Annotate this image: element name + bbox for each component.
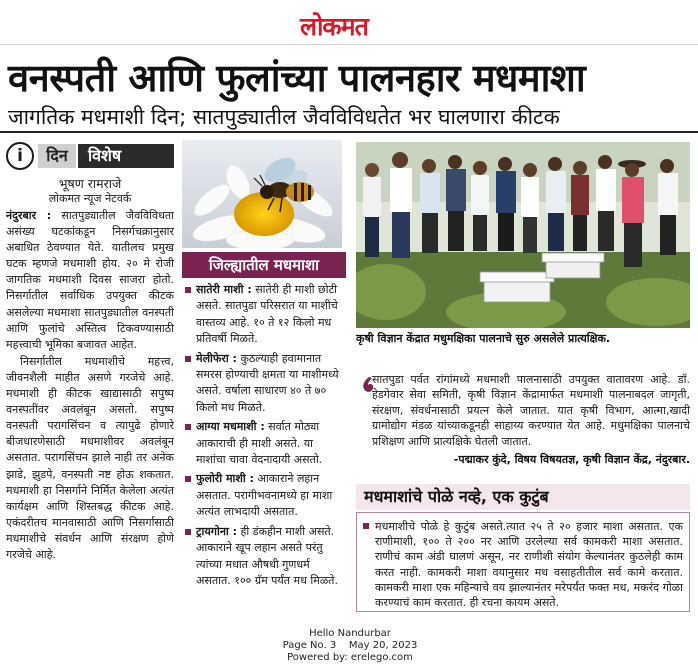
- bee-type-text: आकाराने लहान असतात. परागीभवनामध्ये हा माशा अत्यंत लाभदायी असतात.: [196, 472, 333, 519]
- footer-date: May 20, 2023: [348, 640, 418, 651]
- badge-special-label: विशेष: [78, 144, 174, 168]
- bee-type-text: ही डंकहीन माशी असते. आकाराने खूप लहान असते परंतु त्यांच्या मधात औषधी गुणधर्म असतात. १०० ग्रॅम पर्यंत मध मिळते.: [196, 524, 338, 587]
- article-paragraph-2: निसर्गातील मधमाशीचे महत्त्व, जीवनशैली माहीत असणे गरजेचे आहे. मधमाशी ही कीटक खाद्यासाठी सपुष्प वनस्पतींवर अवलंबून असतो. सपुष्प वनस्पती परागसिंचन व त्यापुढे होणारे बीजधारणेसाठी मधमाशीवर अवलंबून असतात. परागसिंचन झाले नाही तर अनेक झाडे, झुडपे, वनस्पती नष्ट होऊ शकतात. मधमाशी हा निसर्गाने निर्मित केलेला अत्यंत कार्यक्षम आणि शिस्तबद्ध कीटक आहे. एकंदरीतच मानवासाठी आणि निसर्गासाठी मधमाशीचे संवर्धन आणि संरक्षण होणे गरजेचे आहे.: [6, 354, 174, 561]
- bullet-square-icon: [185, 424, 191, 430]
- footer-powered: Powered by: erelego.com: [287, 652, 413, 663]
- photo-caption: कृषी विज्ञान केंद्रात मधुमक्षिका पालनाचे सुरु असलेले प्रात्यक्षिक.: [356, 332, 611, 345]
- box-title: मधमाशांचे पोळे नव्हे, एक कुटुंब: [356, 484, 690, 510]
- list-item: [184, 524, 346, 590]
- bee-type-name: ट्रायगोना :: [196, 524, 237, 538]
- bee-type-name: फुलोरी माशी :: [196, 472, 254, 486]
- bee-on-flower-illustration: [182, 140, 342, 248]
- list-item: [184, 282, 346, 348]
- list-item: [184, 471, 346, 520]
- bullet-square-icon: [185, 356, 191, 362]
- bullet-square-icon: [185, 529, 191, 535]
- dateline: नंदुरबार :: [6, 209, 52, 222]
- page-footer: [200, 628, 500, 664]
- masthead: [0, 0, 698, 46]
- bee-type-name: सातेरी माशी :: [196, 283, 252, 296]
- sidebar-title: जिल्ह्यातील मधमाशा: [182, 252, 346, 278]
- bullet-square-icon: [363, 523, 369, 529]
- article-paragraph: [6, 208, 174, 353]
- bee-type-text: कुठल्याही हवामानात समरस होण्याची क्षमता या माशीमध्ये असते. वर्षाला साधारण ४० ते ७० किलो मध मिळते.: [196, 351, 339, 414]
- badge-day-label: दिन: [38, 144, 76, 168]
- list-item: [184, 419, 346, 468]
- bee-type-text: सातेरी ही माशी छोटी असते. सातपुडा परिसरात या माशीचे वास्तव्य आहे. १० ते १२ किलो मध प्रतिवर्षी मिळते.: [196, 283, 338, 346]
- byline-agency: लोकमत न्यूज नेटवर्क: [48, 192, 132, 205]
- quote-author: -पद्माकर कुंदे, विषय विषयतज्ञ, कृषी विज्ञान केंद्र, नंदुरबार.: [453, 453, 690, 466]
- bee-type-name: आग्या मधमाशी :: [196, 420, 265, 434]
- footer-page-date: [200, 640, 500, 652]
- footer-page: Page No. 3: [282, 640, 337, 651]
- headline: वनस्पती आणि फुलांच्या पालनहार मधमाशा: [8, 56, 586, 100]
- newspaper-logo: लोकमत: [300, 12, 368, 41]
- box-body: [356, 512, 690, 612]
- subheadline: जागतिक मधमाशी दिन; सातपुड्यातील जैवविविधतेत भर घालणारा कीटक: [8, 105, 560, 129]
- bee-types-list: [184, 282, 346, 592]
- group-photo: [356, 142, 690, 328]
- beekeeping-demonstration-illustration: [356, 142, 690, 328]
- article-paragraph-1: सातपुड्यातील जैवविविधता असंख्य घटकांकडून निसर्गचक्रानुसार अबाधित ठेवण्यात येते. यातीलच प्रमुख घटक म्हणजे मधमाशी होय. २० मे रोजी जागतिक मधमाशी दिवस साजरा होतो. निसर्गातील सर्वाधिक उपयुक्त कीटक असलेल्या मधमाशा सातपुड्यातील वनस्पती आणि फुलांचे अस्तित्व टिकवण्यासाठी महत्त्वाची भूमिका बजावत आहेत.: [6, 209, 174, 351]
- article-body: [6, 208, 174, 615]
- bee-type-text: सर्वात मोठ्या आकाराची ही माशी असते. या माशांचा चावा वेदनादायी असतो.: [196, 420, 323, 467]
- expert-quote: सातपुडा पर्वत रांगांमध्ये मधमाशी पालनासाठी उपयुक्त वातावरण आहे. डॉ. हेडगेवार सेवा समिती, कृषी विज्ञान केंद्रामार्फत मधमाशी पालनाबदल जागृती, संरक्षण, संवर्धनासाठी प्रयत्न केले जातात. यात कृषी विभाग, आत्मा,खादी ग्रामोद्योग मंडळ यांच्याकडूनही साहाय्य करण्यात येत आहे. मधुमक्षिका पालनाचे प्रशिक्षण आणि प्रात्यक्षिके घेतली जातात.: [372, 373, 690, 448]
- bullet-square-icon: [185, 287, 191, 293]
- bee-type-name: मेलीफेरा :: [196, 351, 237, 365]
- bullet-square-icon: [185, 476, 191, 482]
- info-icon: i: [6, 142, 34, 170]
- bee-photo: [182, 140, 342, 248]
- box-text: मधमाशीचे पोळे हे कुटुंब असते.त्यात २५ ते २० हजार माशा असतात. एक राणीमाशी, १०० ते २०० नर आणि उरलेल्या सर्व कामकरी माशा असतात. राणीचं काम अंडी घालणं असून, नर राणीशी संयोग केल्यानंतर कुठलेही काम करत नाही. कामकरी माशा वयानुसार मध वसाहतीतील सर्व कामे करतात. कामकरी माशा एक महिन्याचे वय झाल्यानंतर मरेपर्यंत फक्त मध, मकरंद गोळा करण्याचं काम करतात. ही रचना कायम असते.: [375, 520, 683, 610]
- byline-author: भूषण रामराजे: [58, 176, 122, 191]
- list-item: [184, 351, 346, 417]
- special-day-badge: [6, 142, 174, 172]
- masthead-divider: [0, 44, 698, 45]
- footer-edition: Hello Nandurbar: [309, 628, 391, 639]
- headline-rule: [0, 131, 698, 133]
